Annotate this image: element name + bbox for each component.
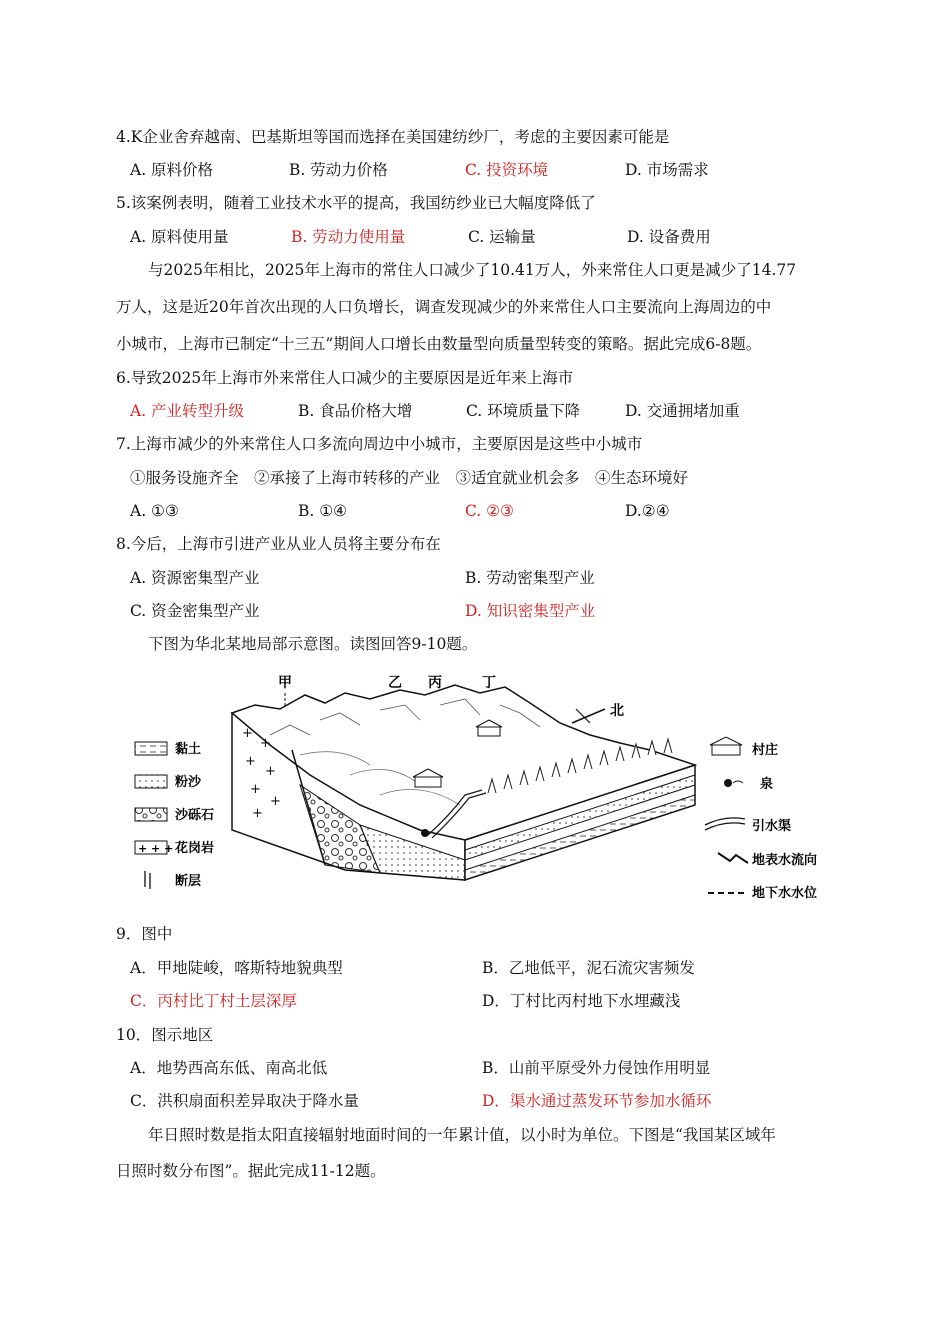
legend-gravel: 沙砾石 [175, 808, 215, 823]
q8-option-d-answer: D. 知识密集型产业 [465, 602, 596, 620]
q7-statements: ①服务设施齐全 ②承接了上海市转移的产业 ③适宜就业机会多 ④生态环境好 [130, 469, 689, 487]
q6-option-c: C. 环境质量下降 [466, 402, 581, 420]
q7-option-b: B. ①④ [298, 502, 348, 520]
q10-option-d-answer: D．渠水通过蒸发环节参加水循环 [482, 1092, 712, 1110]
q4-option-b: B. 劳动力价格 [289, 161, 388, 179]
svg-text:+ + +: + + + [138, 842, 174, 855]
q8-option-b: B. 劳动密集型产业 [465, 569, 595, 587]
label-ding: 丁 [482, 675, 496, 691]
q6-option-b: B. 食品价格大增 [298, 402, 413, 420]
spring-icon [724, 779, 732, 787]
surface-flow-icon [718, 853, 748, 863]
legend-spring: 泉 [760, 777, 774, 792]
q7-option-d: D.②④ [625, 502, 670, 520]
q9-option-d: D．丁村比丙村地下水埋藏浅 [482, 992, 681, 1010]
geology-block-diagram [120, 665, 820, 920]
q4-option-c-answer: C. 投资环境 [465, 161, 549, 179]
svg-text:+: + [252, 806, 263, 821]
passage-3-line-1: 年日照时数是指太阳直接辐射地面时间的一年累计值，以小时为单位。下图是“我国某区域年 [148, 1126, 776, 1144]
svg-text:+: + [245, 754, 256, 769]
svg-text:+: + [250, 782, 261, 797]
q5-option-a: A. 原料使用量 [130, 228, 229, 246]
q8-option-a: A. 资源密集型产业 [130, 569, 260, 587]
legend-left [135, 741, 214, 889]
q9-option-c-answer: C．丙村比丁村土层深厚 [130, 992, 297, 1010]
q8-option-c: C. 资金密集型产业 [130, 602, 260, 620]
q5-option-d: D. 设备费用 [627, 228, 711, 246]
passage-1-line-1: 与2025年相比，2025年上海市的常住人口减少了10.41万人，外来常住人口更是减少了14.77 [148, 261, 797, 279]
question-6-stem: 6.导致2025年上海市外来常住人口减少的主要原因是近年来上海市 [116, 369, 574, 387]
legend-clay: 黏土 [175, 742, 202, 757]
passage-3-line-2: 日照时数分布图”。据此完成11-12题。 [116, 1162, 386, 1180]
q5-option-b-answer: B. 劳动力使用量 [291, 228, 406, 246]
legend-right [705, 737, 817, 901]
q4-option-d: D. 市场需求 [625, 161, 709, 179]
passage-2: 下图为华北某地局部示意图。读图回答9-10题。 [148, 635, 478, 653]
question-9-stem: 9．图中 [116, 925, 173, 943]
legend-surface-flow: 地表水流向 [752, 853, 818, 868]
legend-fault: 断层 [175, 874, 202, 889]
svg-text:+: + [270, 794, 281, 809]
question-5-stem: 5.该案例表明，随着工业技术水平的提高，我国纺纱业已大幅度降低了 [116, 194, 596, 212]
label-north: 北 [610, 703, 624, 719]
q10-option-c: C．洪积扇面积差异取决于降水量 [130, 1092, 359, 1110]
question-10-stem: 10．图示地区 [116, 1026, 214, 1044]
q4-option-a: A. 原料价格 [130, 161, 214, 179]
svg-text:+: + [265, 764, 276, 779]
legend-silt: 粉沙 [175, 775, 202, 790]
q7-option-c-answer: C. ②③ [465, 502, 514, 520]
legend-granite: 花岗岩 [175, 841, 215, 856]
question-4-stem: 4.K企业舍弃越南、巴基斯坦等国而选择在美国建纺纱厂，考虑的主要因素可能是 [116, 128, 670, 146]
label-jia: 甲 [278, 675, 292, 691]
q10-option-a: A．地势西高东低、南高北低 [130, 1059, 328, 1077]
q6-option-a-answer: A. 产业转型升级 [130, 402, 245, 420]
legend-water-table: 地下水水位 [752, 886, 818, 901]
label-yi: 乙 [388, 675, 402, 691]
q5-option-c: C. 运输量 [468, 228, 536, 246]
north-arrow [572, 703, 624, 723]
terrain-block [232, 685, 695, 880]
legend-village: 村庄 [752, 743, 779, 758]
q7-option-a: A. ①③ [130, 502, 179, 520]
passage-1-line-3: 小城市，上海市已制定“十三五”期间人口增长由数量型向质量型转变的策略。据此完成6-8题。 [116, 335, 762, 353]
question-7-stem: 7.上海市减少的外来常住人口多流向周边中小城市，主要原因是这些中小城市 [116, 435, 643, 453]
q6-option-d: D. 交通拥堵加重 [625, 402, 740, 420]
q9-option-b: B．乙地低平，泥石流灾害频发 [482, 959, 695, 977]
svg-text:+: + [260, 736, 271, 751]
label-bing: 丙 [428, 675, 442, 691]
village-icon [710, 737, 742, 755]
canal-icon [705, 818, 745, 830]
passage-1-line-2: 万人，这是近20年首次出现的人口负增长，调查发现减少的外来常住人口主要流向上海周边的中 [116, 298, 772, 316]
legend-canal: 引水渠 [752, 819, 792, 834]
svg-text:+: + [242, 726, 253, 741]
question-8-stem: 8.今后，上海市引进产业从业人员将主要分布在 [116, 535, 441, 553]
q9-option-a: A．甲地陡峻，喀斯特地貌典型 [130, 959, 343, 977]
q10-option-b: B．山前平原受外力侵蚀作用明显 [482, 1059, 711, 1077]
